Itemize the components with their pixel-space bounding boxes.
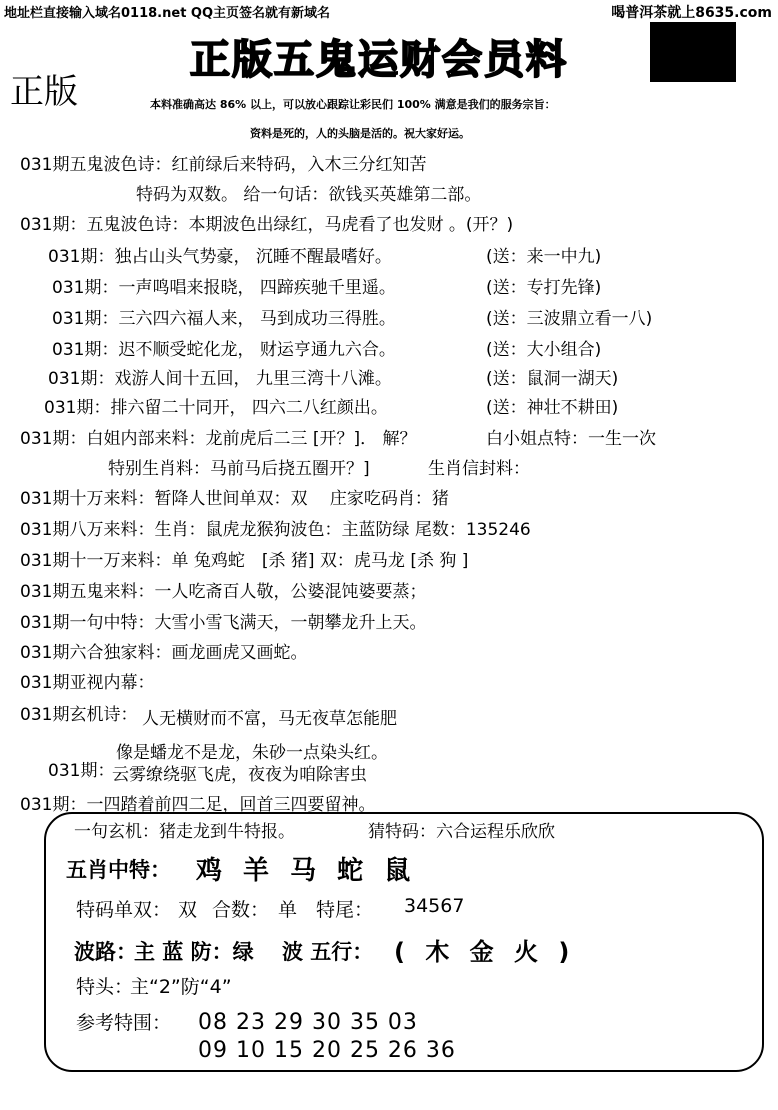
five-zodiac-values: 鸡 羊 马 蛇 鼠 <box>196 856 417 886</box>
poem-3: 031期：三六四六福人来， 马到成功三得胜。 <box>52 309 396 329</box>
wave-label: 波路： <box>74 940 137 964</box>
line-19-text: 人无横财而不富，马无夜草怎能肥 <box>142 709 397 729</box>
line-10-right: 白小姐点特：一生一次 <box>486 429 656 449</box>
five-zodiac-label: 五肖中特： <box>66 858 171 882</box>
line-16: 031期一句中特：大雪小雪飞满天，一朝攀龙升上天。 <box>20 613 427 633</box>
line-11: 特别生肖料：马前马后挠五圈开？] <box>108 459 370 479</box>
reference-row-2: 09 10 15 20 25 26 36 <box>198 1038 456 1063</box>
poem-3-gift: (送：三波鼎立看一八) <box>486 309 653 329</box>
line-20-b: 云雾缭绕驱飞虎，夜夜为咱除害虫 <box>112 765 367 785</box>
tail-value: 34567 <box>404 895 465 917</box>
sum-label: 合数： <box>212 899 270 921</box>
edition-label: 正版 <box>10 72 78 112</box>
top-right-banner: 喝普洱茶就上8635.com <box>611 5 772 21</box>
head-value: 主“2”防“4” <box>130 976 232 998</box>
line-14: 031期十一万来料：单 兔鸡蛇 [杀 猪] 双：虎马龙 [杀 狗 ] <box>20 551 469 571</box>
tail-label: 特尾： <box>316 899 374 921</box>
element-value: ( 木 金 火 ) <box>394 938 576 966</box>
line-1: 031期五鬼波色诗：红前绿后来特码，入木三分红知苦 <box>20 155 427 175</box>
line-3: 031期：五鬼波色诗：本期波色出绿红，马虎看了也发财 。(开？) <box>20 215 514 235</box>
line-20-a: 像是蟠龙不是龙，朱砂一点染头红。 <box>116 743 388 763</box>
element-label: 波 五行： <box>282 940 374 964</box>
poem-2: 031期：一声鸣唱来报晓， 四蹄疾驰千里遥。 <box>52 278 396 298</box>
line-15: 031期五鬼来料：一人吃斋百人敬，公婆混饨婆要蒸； <box>20 582 427 602</box>
poem-6: 031期：排六留二十同开， 四六二八红颜出。 <box>44 398 388 418</box>
line-12: 031期十万来料：暂降人世间单双：双 庄家吃码肖：猪 <box>20 489 449 509</box>
poem-4-gift: (送：大小组合) <box>486 340 602 360</box>
poem-5-gift: (送：鼠洞一湖天) <box>486 369 619 389</box>
page-title: 正版五鬼运财会员料 <box>190 37 568 83</box>
poem-2-gift: (送：专打先锋) <box>486 278 602 298</box>
wave-value: 主 蓝 防：绿 <box>134 940 254 964</box>
intro-line-1: 本料准确高达 86% 以上，可以放心跟踪让彩民们 100% 满意是我们的服务宗旨： <box>150 98 556 111</box>
intro-line-2: 资料是死的，人的头脑是活的。祝大家好运。 <box>250 127 470 140</box>
head-label: 特头： <box>76 976 134 998</box>
line-19-prefix: 031期玄机诗： <box>20 705 138 725</box>
line-21: 031期：一四踏着前四二足，回首三四要留神。 <box>20 795 376 815</box>
reference-label: 参考特围： <box>76 1012 172 1034</box>
line-11-right: 生肖信封料： <box>428 459 530 479</box>
black-block <box>650 22 736 82</box>
poem-1: 031期：独占山头气势豪， 沉睡不醒最嗜好。 <box>48 247 392 267</box>
odd-even-label: 特码单双： <box>76 899 172 921</box>
odd-even-value: 双 <box>178 899 198 921</box>
poem-4: 031期：迟不顺受蛇化龙， 财运亨通九六合。 <box>52 340 396 360</box>
guess-line: 猜特码：六合运程乐欣欣 <box>368 822 555 842</box>
poem-5: 031期：戏游人间十五回， 九里三湾十八滩。 <box>48 369 392 389</box>
line-20-prefix: 031期： <box>48 761 115 781</box>
reference-row-1: 08 23 29 30 35 03 <box>198 1010 418 1035</box>
line-2: 特码为双数。 给一句话：欲钱买英雄第二部。 <box>136 185 482 205</box>
line-10: 031期：白姐内部来料：龙前虎后二三 [开？]． 解？ <box>20 429 417 449</box>
line-18: 031期亚视内幕： <box>20 673 155 693</box>
poem-6-gift: (送：神壮不耕田) <box>486 398 619 418</box>
riddle-line: 一句玄机：猪走龙到牛特报。 <box>74 822 295 842</box>
poem-1-gift: (送：来一中九) <box>486 247 602 267</box>
line-13: 031期八万来料：生肖：鼠虎龙猴狗波色：主蓝防绿 尾数：135246 <box>20 520 531 540</box>
sum-value: 单 <box>278 899 298 921</box>
top-left-banner: 地址栏直接输入域名0118.net QQ主页签名就有新域名 <box>4 6 331 21</box>
line-17: 031期六合独家料：画龙画虎又画蛇。 <box>20 643 308 663</box>
